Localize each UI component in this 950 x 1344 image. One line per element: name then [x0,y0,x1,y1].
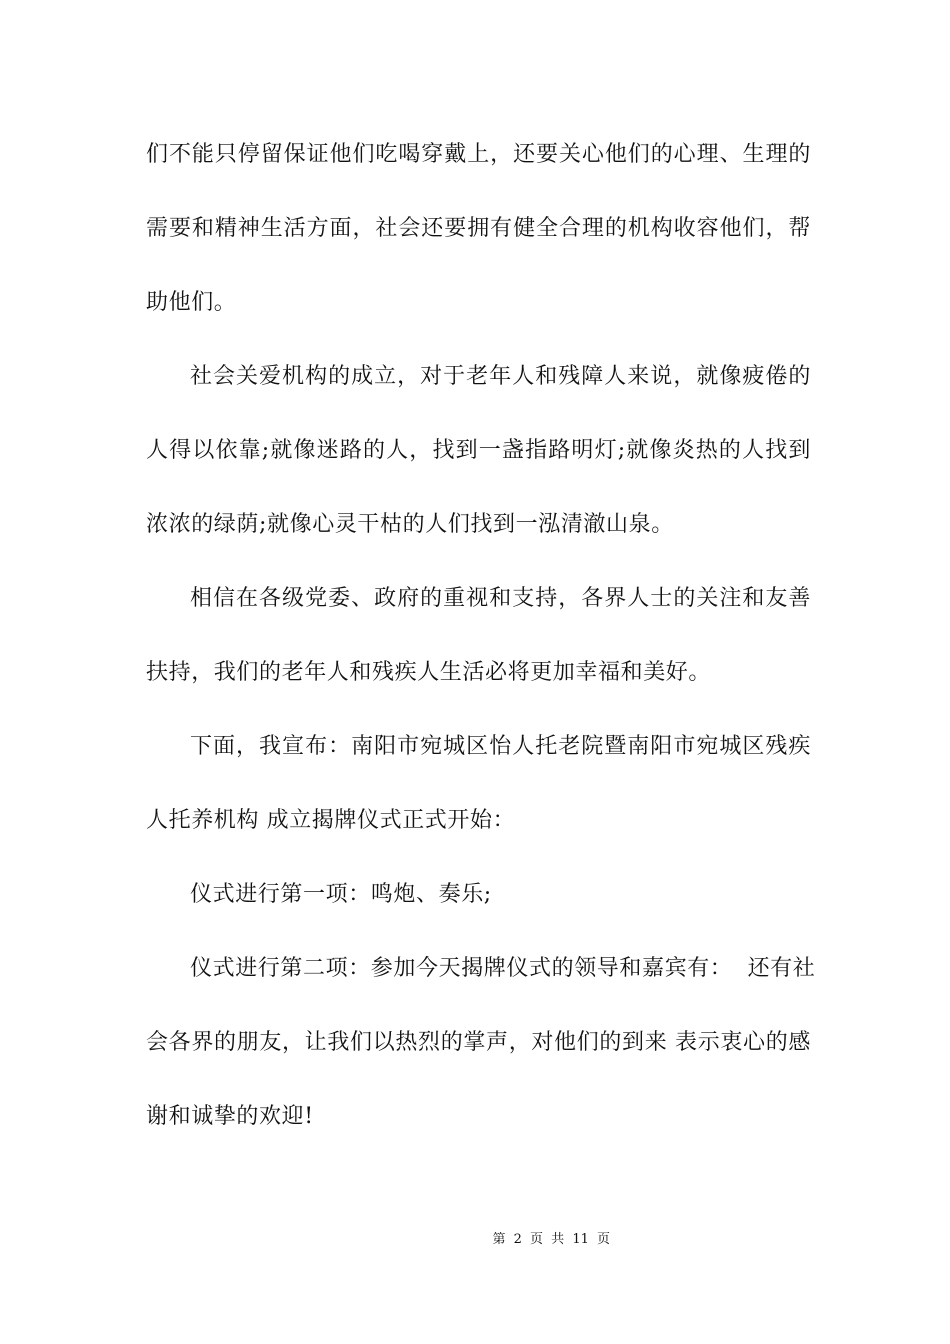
text-line-3: 助他们。 [146,290,237,315]
text-line-9: 下面，我宣布：南阳市宛城区怡人托老院暨南阳市宛城区残疾 [190,734,811,759]
text-line-2: 需要和精神生活方面，社会还要拥有健全合理的机构收容他们，帮 [146,216,811,241]
text-line-4: 社会关爱机构的成立，对于老年人和残障人来说，就像疲倦的 [190,364,811,389]
text-line-5: 人得以依靠;就像迷路的人，找到一盏指路明灯;就像炎热的人找到 [146,438,811,463]
text-line-7: 相信在各级党委、政府的重视和支持，各界人士的关注和友善 [190,586,811,611]
page-footer [0,1204,950,1247]
text-line-14: 谢和诚挚的欢迎! [146,1104,314,1129]
text-line-13: 会各界的朋友，让我们以热烈的掌声，对他们的到来 表示衷心的感 [146,1030,811,1055]
text-line-8: 扶持，我们的老年人和残疾人生活必将更加幸福和美好。 [146,660,712,685]
text-line-10: 人托养机构 成立揭牌仪式正式开始： [146,808,516,833]
page-number: 第 2 页 共 11 页 [492,1232,610,1247]
text-line-11: 仪式进行第一项：鸣炮、奏乐; [190,882,492,907]
text-line-1: 们不能只停留保证他们吃喝穿戴上，还要关心他们的心理、生理的 [146,142,811,167]
text-line-12: 仪式进行第二项：参加今天揭牌仪式的领导和嘉宾有： 还有社 [190,956,816,981]
text-line-6: 浓浓的绿荫;就像心灵干枯的人们找到一泓清澈山泉。 [146,512,674,537]
